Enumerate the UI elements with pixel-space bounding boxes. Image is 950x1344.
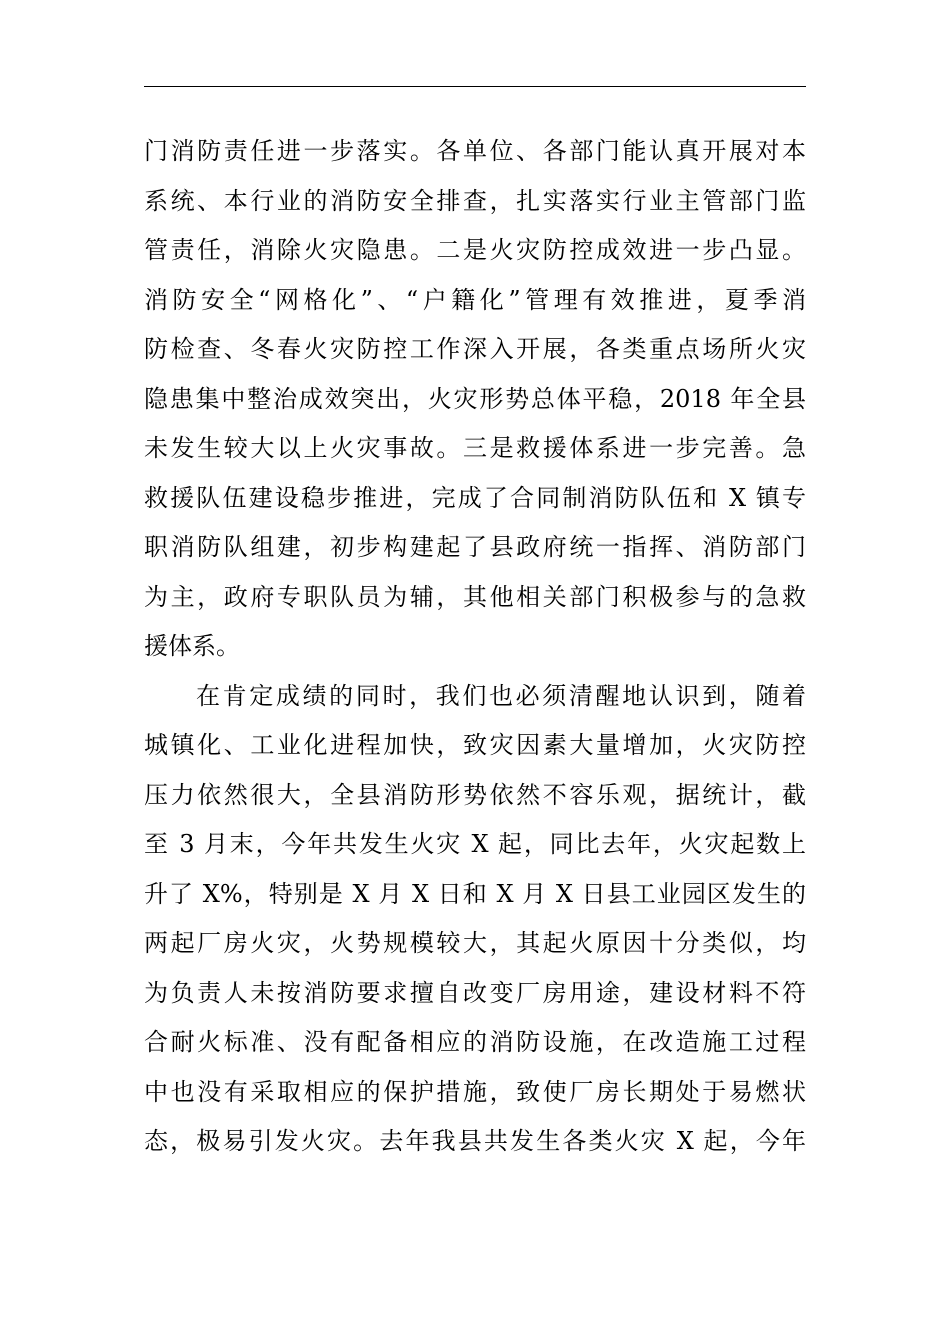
- text-line: 隐患集中整治成效突出，火灾形势总体平稳，2018 年全县: [144, 384, 806, 413]
- text-line: 救援队伍建设稳步推进，完成了合同制消防队伍和 X 镇专: [144, 483, 806, 512]
- text-line: 城镇化、工业化进程加快，致灾因素大量增加，火灾防控: [144, 731, 806, 759]
- paragraph-2: [144, 672, 806, 1167]
- text-line: 至 3 月末，今年共发生火灾 X 起，同比去年，火灾起数上: [144, 830, 806, 858]
- text-line: 态，极易引发火灾。去年我县共发生各类火灾 X 起，今年: [144, 1127, 806, 1155]
- text-line: 未发生较大以上火灾事故。三是救援体系进一步完善。急: [144, 434, 806, 462]
- text-line: 防检查、冬春火灾防控工作深入开展，各类重点场所火灾: [144, 335, 806, 363]
- header-rule: [144, 86, 806, 87]
- text-line: 消防安全“网格化”、“户籍化”管理有效推进，夏季消: [144, 285, 806, 314]
- text-line: 为负责人未按消防要求擅自改变厂房用途，建设材料不符: [144, 978, 806, 1007]
- text-line: 援体系。: [144, 632, 240, 660]
- text-line: 管责任，消除火灾隐患。二是火灾防控成效进一步凸显。: [144, 236, 806, 264]
- text-line: 系统、本行业的消防安全排查，扎实落实行业主管部门监: [144, 186, 806, 215]
- text-line: 中也没有采取相应的保护措施，致使厂房长期处于易燃状: [144, 1077, 806, 1106]
- text-line: 压力依然很大，全县消防形势依然不容乐观，据统计，截: [144, 780, 806, 809]
- text-line: 在肯定成绩的同时，我们也必须清醒地认识到，随着: [196, 681, 806, 710]
- paragraph-1: [144, 127, 806, 672]
- text-line: 为主，政府专职队员为辅，其他相关部门积极参与的急救: [144, 582, 806, 611]
- text-line: 合耐火标准、没有配备相应的消防设施，在改造施工过程: [144, 1028, 806, 1056]
- text-line: 两起厂房火灾，火势规模较大，其起火原因十分类似，均: [144, 929, 806, 957]
- text-line: 升了 X%，特别是 X 月 X 日和 X 月 X 日县工业园区发生的: [144, 879, 806, 908]
- text-line: 门消防责任进一步落实。各单位、各部门能认真开展对本: [144, 137, 806, 165]
- text-line: 职消防队组建，初步构建起了县政府统一指挥、消防部门: [144, 533, 806, 561]
- document-body: [144, 127, 806, 1167]
